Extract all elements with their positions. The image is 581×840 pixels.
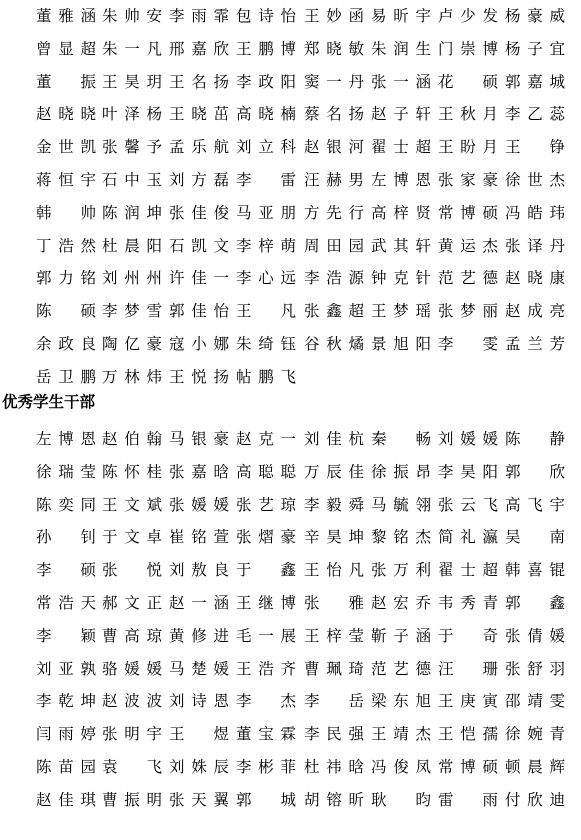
student-name: 徐婉青	[505, 725, 565, 744]
student-name: 王名扬	[169, 72, 229, 91]
student-name: 李毅舜	[304, 495, 364, 514]
student-name: 李雨霏	[169, 7, 229, 25]
student-name: 丁浩然	[36, 236, 96, 255]
student-name: 韩帅	[36, 203, 96, 222]
student-name: 杜祎晗	[304, 758, 364, 776]
student-name: 李硕	[36, 561, 96, 580]
student-name: 吴南	[505, 528, 565, 547]
student-name: 王梓莹	[304, 626, 364, 645]
name-row	[0, 134, 581, 167]
student-name: 王悦扬	[169, 367, 229, 386]
student-name: 张馨予	[102, 138, 162, 157]
name-row	[0, 265, 581, 298]
student-name: 万林炜	[102, 367, 162, 386]
student-name: 刘敖良	[169, 561, 229, 580]
student-name: 常博硕	[438, 758, 498, 776]
student-name: 蒋恒宇	[36, 171, 96, 189]
student-name: 李梓萌	[236, 236, 296, 255]
student-name: 刘媛媛	[438, 430, 498, 448]
name-row	[0, 3, 581, 36]
student-name: 张鑫超	[304, 302, 364, 321]
student-name: 易昕宇	[371, 7, 431, 25]
student-name: 闫雨婷	[36, 725, 96, 744]
student-name: 翟士超	[371, 138, 431, 157]
student-name: 徐瑞莹	[36, 462, 96, 481]
student-name: 余政良	[36, 335, 96, 353]
student-name: 包诗怡	[236, 7, 296, 25]
student-name: 崔铭萱	[169, 528, 229, 547]
student-name: 方先行	[304, 203, 364, 222]
student-name: 赵宏乔	[371, 594, 431, 612]
student-name: 雷雨	[438, 790, 498, 809]
student-name: 杨豪威	[505, 7, 565, 25]
student-name: 朱帅安	[102, 7, 162, 25]
student-name: 万辰佳	[304, 462, 364, 481]
student-name: 陈怀桂	[102, 462, 162, 481]
student-name: 左博恩	[371, 171, 431, 189]
student-name: 王昊玥	[102, 72, 162, 91]
student-name: 武其轩	[371, 236, 431, 255]
name-row	[0, 36, 581, 69]
student-name: 刘州州	[102, 269, 162, 288]
student-name: 徐振昂	[371, 462, 431, 481]
name-row	[0, 787, 581, 820]
student-name: 钟克针	[371, 269, 431, 288]
student-name: 董宝霖	[236, 725, 296, 744]
student-name: 窦一丹	[304, 72, 364, 91]
student-name: 梁东旭	[371, 692, 431, 711]
student-name: 袁飞	[102, 758, 162, 776]
student-name: 赵克一	[236, 430, 296, 448]
student-name: 陈奕同	[36, 495, 96, 514]
student-name: 靳子涵	[371, 626, 431, 645]
student-name: 冯皓玮	[505, 203, 565, 222]
name-row	[0, 69, 581, 102]
student-name: 门崇博	[438, 39, 498, 58]
student-name: 曹振明	[102, 790, 162, 809]
student-name: 王文斌	[102, 495, 162, 514]
name-row	[0, 524, 581, 557]
student-name: 蔡名扬	[304, 105, 364, 124]
student-name: 朱润生	[371, 39, 431, 58]
name-row	[0, 623, 581, 656]
student-name: 郭嘉城	[505, 72, 565, 91]
student-name: 刘佳杭	[304, 430, 364, 448]
student-name: 汪赫男	[304, 171, 364, 189]
student-name: 赵伯翰	[102, 430, 162, 448]
student-name: 刘立科	[236, 138, 296, 157]
student-name: 王梦瑶	[371, 302, 431, 321]
student-name: 刘方磊	[169, 171, 229, 189]
student-name: 李雯	[438, 335, 498, 353]
student-name: 马毓翎	[371, 495, 431, 514]
student-name: 朱绮钰	[236, 335, 296, 353]
student-name: 李昊阳	[438, 462, 498, 481]
student-name: 马亚朋	[236, 203, 296, 222]
student-name: 张倩媛	[505, 626, 565, 645]
student-name: 于奇	[438, 626, 498, 645]
student-name: 王凡	[236, 302, 296, 321]
name-row	[0, 721, 581, 754]
student-name: 左博恩	[36, 430, 96, 448]
student-name: 徐世杰	[505, 171, 565, 189]
student-name: 张云飞	[438, 495, 498, 514]
student-name: 常浩天	[36, 594, 96, 612]
student-name: 范艺德	[438, 269, 498, 288]
name-row	[0, 656, 581, 689]
name-row	[0, 688, 581, 721]
student-name: 景旭阳	[371, 335, 431, 353]
name-row	[0, 557, 581, 590]
student-name: 李乙蕊	[505, 105, 565, 124]
student-name: 王怡凡	[304, 561, 364, 580]
student-name: 邢嘉欣	[169, 39, 229, 58]
student-name: 高晓楠	[236, 105, 296, 124]
student-name: 王铮	[505, 138, 565, 157]
student-name: 郭欣	[505, 462, 565, 481]
student-name: 王煜	[169, 725, 229, 744]
student-name: 董雅涵	[36, 7, 96, 25]
student-name: 于鑫	[236, 561, 296, 580]
student-name: 孟乐航	[169, 138, 229, 157]
student-name: 曾显超	[36, 39, 96, 58]
section-title-outstanding-cadres: 优秀学生干部	[2, 393, 96, 411]
student-name: 高梓贤	[371, 203, 431, 222]
name-row	[0, 101, 581, 134]
student-name: 王庚寅	[438, 692, 498, 711]
name-row	[0, 426, 581, 459]
student-name: 张家豪	[438, 171, 498, 189]
student-name: 陶亿豪	[102, 335, 162, 353]
student-name: 张熠豪	[236, 528, 296, 547]
student-name: 许佳一	[169, 269, 229, 288]
student-name: 韦秀青	[438, 594, 498, 612]
student-name: 石凯文	[169, 236, 229, 255]
student-name: 李杰	[236, 692, 296, 711]
student-name: 寇小娜	[169, 335, 229, 353]
student-name: 王恺孺	[438, 725, 498, 744]
student-name: 陈静	[505, 430, 565, 448]
student-name: 赵银河	[304, 138, 364, 157]
name-row	[0, 459, 581, 492]
student-name: 马楚媛	[169, 659, 229, 678]
student-name: 范艺德	[371, 659, 431, 678]
student-name: 张艺琼	[236, 495, 296, 514]
student-name: 赵晓康	[505, 269, 565, 288]
student-name: 骆媛媛	[102, 659, 162, 678]
student-name: 黎铭杰	[371, 528, 431, 547]
student-name: 郭佳怡	[169, 302, 229, 321]
student-name: 帖鹏飞	[236, 367, 296, 386]
name-row	[0, 492, 581, 525]
student-name: 张天翼	[169, 790, 229, 809]
student-name: 汪珊	[438, 659, 498, 678]
student-name: 胡镕昕	[304, 790, 364, 809]
student-name: 李心远	[236, 269, 296, 288]
student-name: 张悦	[102, 561, 162, 580]
student-name: 刘诗恩	[169, 692, 229, 711]
student-name: 周田园	[304, 236, 364, 255]
name-row	[0, 298, 581, 331]
name-row	[0, 590, 581, 623]
student-name: 岳卫鹏	[36, 367, 96, 386]
name-row	[0, 233, 581, 266]
student-name: 赵成亮	[505, 302, 565, 321]
student-name: 曹珮琦	[304, 659, 364, 678]
student-name: 高飞宇	[505, 495, 565, 514]
student-name: 谷秋燏	[304, 335, 364, 353]
student-name: 王盼月	[438, 138, 498, 157]
student-name: 郑晓敏	[304, 39, 364, 58]
student-name: 韩喜锟	[505, 561, 565, 580]
student-name: 黄修进	[169, 626, 229, 645]
student-name: 高聪聪	[236, 462, 296, 481]
student-name: 石中玉	[102, 171, 162, 189]
student-name: 陈润坤	[102, 203, 162, 222]
student-name: 翟士超	[438, 561, 498, 580]
student-name: 叶泽杨	[102, 105, 162, 124]
name-row	[0, 331, 581, 364]
student-name: 张舒羽	[505, 659, 565, 678]
student-name: 郭城	[236, 790, 296, 809]
student-name: 张一涵	[371, 72, 431, 91]
student-name: 冯俊凤	[371, 758, 431, 776]
student-name: 李浩源	[304, 269, 364, 288]
student-name: 简礼瀛	[438, 528, 498, 547]
student-name: 王秋月	[438, 105, 498, 124]
student-name: 陈硕	[36, 302, 96, 321]
student-name: 王妙函	[304, 7, 364, 25]
student-name: 卢少发	[438, 7, 498, 25]
student-name: 张佳俊	[169, 203, 229, 222]
name-row	[0, 167, 581, 200]
student-name: 李岳	[304, 692, 364, 711]
student-name: 付欣迪	[505, 790, 565, 809]
student-name: 王晓茁	[169, 105, 229, 124]
student-name: 郭鑫	[505, 594, 565, 612]
student-name: 王鹏博	[236, 39, 296, 58]
student-name: 刘亚孰	[36, 659, 96, 678]
student-name: 陈苗园	[36, 758, 96, 776]
student-name: 花硕	[438, 72, 498, 91]
student-name: 赵子轩	[371, 105, 431, 124]
student-name: 辛昊坤	[304, 528, 364, 547]
student-name: 张译丹	[505, 236, 565, 255]
student-name: 张梦丽	[438, 302, 498, 321]
name-row	[0, 200, 581, 233]
student-name: 金世凯	[36, 138, 96, 157]
student-name: 耿昀	[371, 790, 431, 809]
student-name: 赵波波	[102, 692, 162, 711]
student-name: 赵晓晓	[36, 105, 96, 124]
student-name: 李乾坤	[36, 692, 96, 711]
student-name: 李颖	[36, 626, 96, 645]
student-name: 李雷	[236, 171, 296, 189]
student-name: 朱一凡	[102, 39, 162, 58]
student-name: 曹高琼	[102, 626, 162, 645]
student-name: 孟兰芳	[505, 335, 565, 353]
student-name: 李梦雪	[102, 302, 162, 321]
student-name: 秦畅	[371, 430, 431, 448]
student-name: 李彬菲	[236, 758, 296, 776]
student-name: 张万利	[371, 561, 431, 580]
student-name: 于文卓	[102, 528, 162, 547]
student-name: 杨子宜	[505, 39, 565, 58]
student-name: 张媛媛	[169, 495, 229, 514]
student-name: 董振	[36, 72, 96, 91]
student-name: 张明宇	[102, 725, 162, 744]
student-name: 刘姝辰	[169, 758, 229, 776]
student-name: 张雅	[304, 594, 364, 612]
student-name: 邵靖雯	[505, 692, 565, 711]
student-name: 赵佳琪	[36, 790, 96, 809]
student-name: 王浩齐	[236, 659, 296, 678]
student-name: 赵一涵	[169, 594, 229, 612]
student-name: 毛一展	[236, 626, 296, 645]
student-name: 李民强	[304, 725, 364, 744]
student-name: 郝文正	[102, 594, 162, 612]
student-name: 王继博	[236, 594, 296, 612]
student-name: 杜晨阳	[102, 236, 162, 255]
student-name: 常博硕	[438, 203, 498, 222]
student-name: 张嘉晗	[169, 462, 229, 481]
student-name: 马银豪	[169, 430, 229, 448]
student-name: 郭力铭	[36, 269, 96, 288]
student-name: 顿晨辉	[505, 758, 565, 776]
student-name: 李政阳	[236, 72, 296, 91]
student-name: 孙钊	[36, 528, 96, 547]
student-name: 王靖杰	[371, 725, 431, 744]
student-name: 黄运杰	[438, 236, 498, 255]
name-row	[0, 754, 581, 787]
